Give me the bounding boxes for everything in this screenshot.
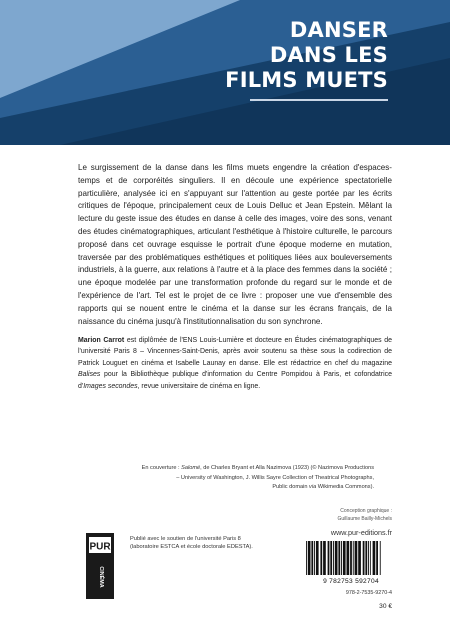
barcode-bar (343, 541, 346, 575)
author-name: Marion Carrot (78, 337, 125, 344)
barcode-number: 9 782753 592704 (323, 578, 379, 585)
support-line-1: Publié avec le soutien de l'université Paris 8 (130, 536, 241, 542)
barcode-bar (363, 541, 365, 575)
cover-credit (74, 464, 374, 493)
graphic-design-credit (338, 507, 392, 523)
publisher-website: www.pur-editions.fr (330, 528, 392, 537)
barcode-bar (358, 541, 361, 575)
barcode-bar (320, 541, 322, 575)
design-name: Guillaume Bailly-Michels (337, 516, 392, 523)
barcode-bar (350, 541, 352, 575)
barcode-bar (316, 541, 319, 575)
price: 30 € (379, 603, 392, 610)
barcode-bar (335, 541, 338, 575)
barcode-bar (333, 541, 334, 575)
book-summary: Le surgissement de la danse dans les films muets engendre la création d'espaces-temps et de corporéités singuliers. Il en découle une expérience spectatorielle particulière, analysée ici en s'appuyant sur l'attention au geste portée par les écrits critiques de l'époque, principalement ceux de Louis Delluc et Jean Epstein. Mêlant la lecture du geste issue des études en danse à celle des images, voire des sons, venant des études cinématographiques, articulant l'esthétique à l'histoire culturelle, le parcours proposé dans cet ouvrage esquisse le portrait d'une époque moderne en mutation, traversée par des problématiques esthétiques et politiques liées aux bouleversements industriels, à la guerre, aux relations à l'autre et à la place des femmes dans la société ; une époque modelée par une transformation profonde du regard sur le monde et de l'expérience de l'art. Tel est le projet de ce livre : proposer une vue d'ensemble des rapports qui se nouent entre le cinéma et la danse sur les écrans français, de la naissance du cinéma jusqu'à l'institutionnalisation du son synchrone. (78, 163, 392, 326)
cover-credit-line-1: En couverture : Salomé, de Charles Bryant et Alla Nazimova (1923) (© Nazimova Productions (141, 465, 374, 471)
author-bio (78, 335, 392, 392)
logo-graphic (86, 533, 114, 599)
title-line-1: DANSER (289, 18, 388, 42)
title-line-3: FILMS MUETS (225, 68, 388, 92)
barcode-bar (341, 541, 342, 575)
isbn: 978-2-7535-9270-4 (345, 590, 392, 596)
barcode-bar (347, 541, 350, 575)
barcode-bar (368, 541, 369, 575)
barcode-bar (376, 541, 378, 575)
book-title (225, 18, 388, 93)
barcode-bar (380, 541, 381, 575)
header-band (0, 0, 450, 145)
design-label: Conception graphique : (340, 508, 392, 514)
barcode-bar (338, 541, 340, 575)
barcode-bar (311, 541, 313, 575)
pur-cinema-logo (86, 533, 114, 599)
cover-credit-line-2: – University of Washington, J. Willis Sayre Collection of Theatrical Photographs, (176, 474, 374, 481)
support-notice (130, 535, 320, 552)
barcode-bar (323, 541, 326, 575)
barcode-bar (306, 541, 307, 575)
barcode-bar (328, 541, 330, 575)
barcode-bar (370, 541, 371, 575)
barcode-bar (365, 541, 367, 575)
barcode-bar (330, 541, 332, 575)
author-bio-text: est diplômée de l'ENS Louis-Lumière et docteure en Études cinématographiques de l'université Paris 8 – Vincennes-Saint-Denis, après avoir soutenu sa thèse sous la codirection de Patrick Louguet en cinéma et Isabelle Launay en danse. Elle est rédactrice en chef du magazine Balises pour la Bibliothèque publique d'information du Centre Pompidou à Paris, et cofondatrice d'Images secondes, revue universitaire de cinéma en ligne. (78, 337, 392, 390)
barcode-bar (355, 541, 358, 575)
title-underline (250, 99, 388, 101)
logo-main-text: PUR (89, 541, 111, 553)
support-line-2: (laboratoire ESTCA et école doctorale EDESTA). (130, 544, 253, 551)
logo-sub-text: CINÉMA (98, 566, 104, 588)
title-line-2: DANS LES (269, 43, 388, 67)
cover-credit-line-3: Public domain via Wikimedia Commons). (272, 484, 374, 491)
barcode-bar (314, 541, 315, 575)
barcode (304, 541, 396, 575)
barcode-bar (373, 541, 376, 575)
barcode-bar (308, 541, 311, 575)
barcode-bar (353, 541, 354, 575)
